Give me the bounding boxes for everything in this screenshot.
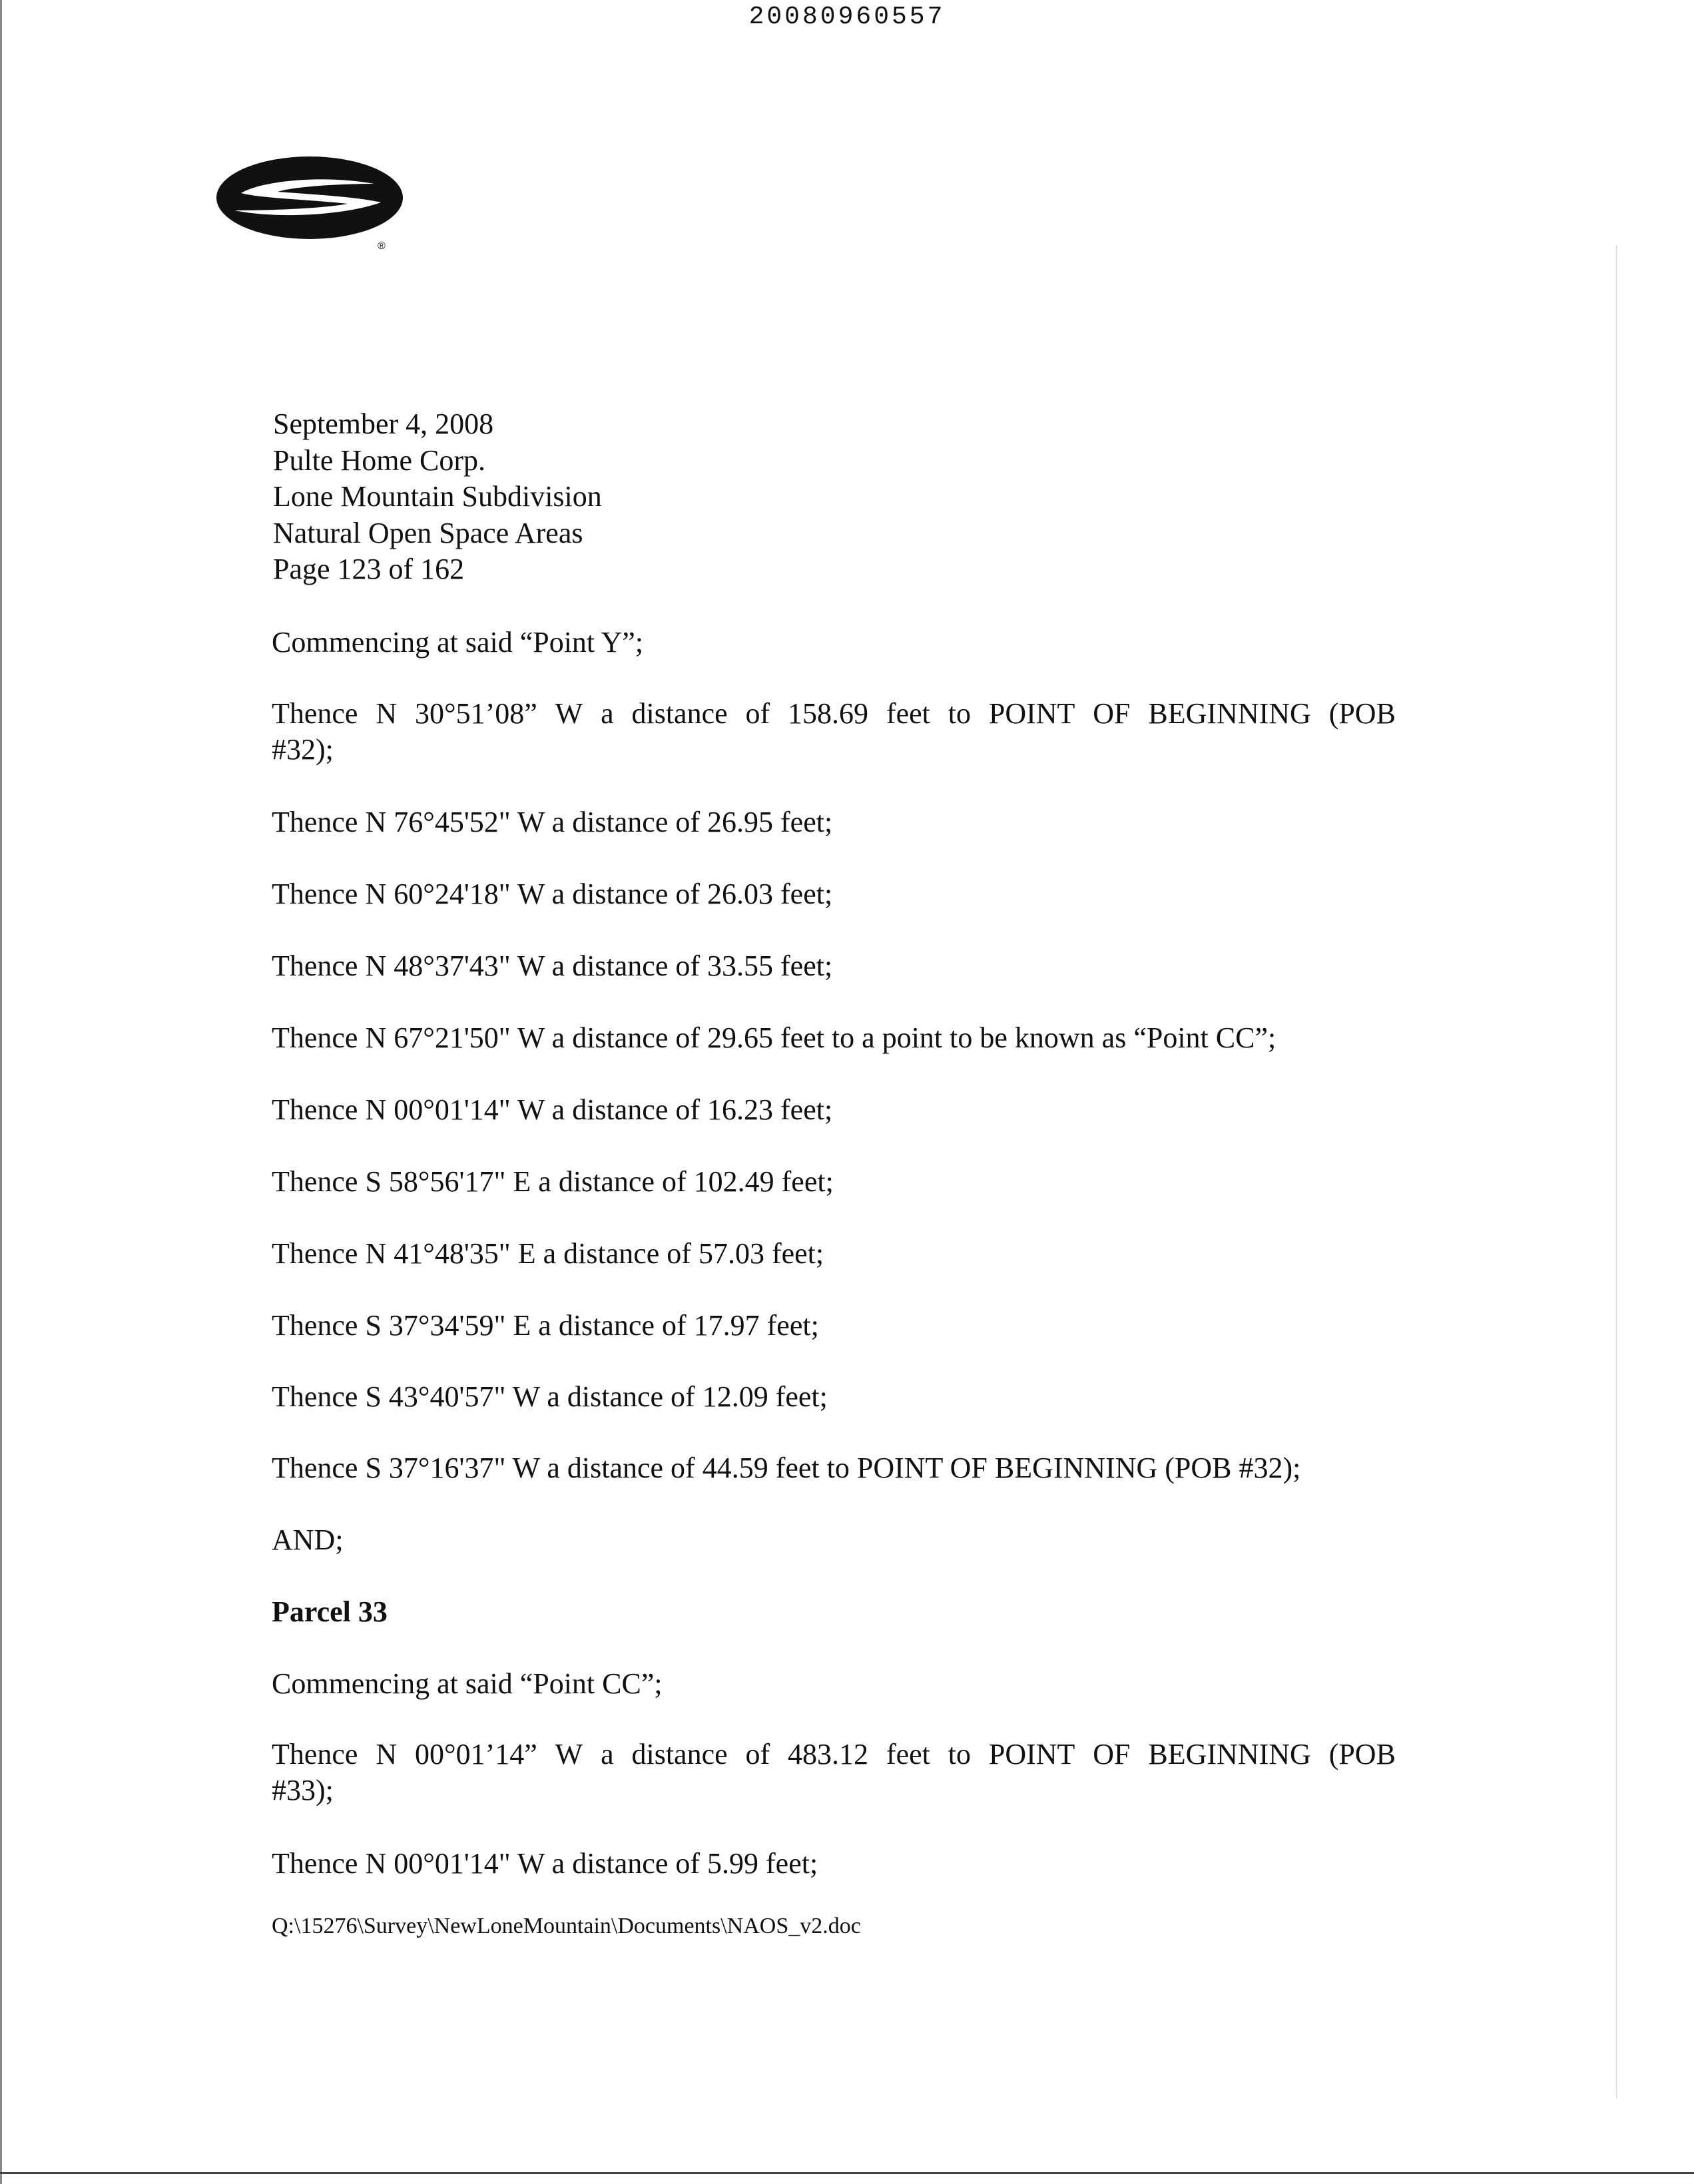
paragraph-course: Thence N 76°45'52" W a distance of 26.95 feet;	[272, 806, 833, 838]
word: of	[745, 697, 770, 730]
word: OF	[1093, 697, 1131, 730]
paragraph-commencing-cc: Commencing at said “Point CC”;	[272, 1667, 663, 1700]
word: 30°51’08”	[415, 697, 537, 730]
justified-line	[272, 696, 1396, 732]
word: of	[745, 1738, 770, 1771]
header-date: September 4, 2008	[273, 408, 494, 440]
word: POINT	[988, 1738, 1075, 1771]
document-number: 20080960557	[748, 3, 946, 31]
word: to	[948, 1738, 971, 1771]
header-project: Lone Mountain Subdivision	[273, 480, 602, 513]
word: POINT	[988, 697, 1075, 730]
letter-header	[273, 406, 1395, 588]
scan-bottom-edge	[0, 2172, 1694, 2174]
word: OF	[1093, 1738, 1131, 1771]
word: feet	[886, 1738, 930, 1771]
registered-mark: ®	[378, 240, 386, 252]
word: N	[376, 697, 398, 730]
word: distance	[631, 1738, 728, 1771]
justified-line	[272, 1737, 1396, 1773]
word: 483.12	[788, 1738, 869, 1771]
paragraph-and: AND;	[272, 1523, 344, 1556]
word: BEGINNING	[1148, 1738, 1311, 1771]
paragraph-pob33-start	[272, 1737, 1396, 1808]
word: a	[601, 697, 614, 730]
word: N	[376, 1738, 398, 1771]
scan-margin-artifact	[1616, 246, 1617, 2097]
parcel-heading: Parcel 33	[272, 1595, 388, 1628]
word: to	[948, 697, 971, 730]
paragraph-course: Thence S 37°34'59" E a distance of 17.97 feet;	[272, 1309, 819, 1342]
s-oval-logo-icon	[214, 154, 414, 254]
paragraph-course: Thence N 00°01'14" W a distance of 16.23 feet;	[272, 1093, 833, 1126]
paragraph-course: Thence S 43°40'57" W a distance of 12.09 feet;	[272, 1380, 828, 1413]
word: a	[601, 1738, 614, 1771]
footer-file-path: Q:\15276\Survey\NewLoneMountain\Documents\NAOS_v2.doc	[272, 1914, 861, 1938]
header-client: Pulte Home Corp.	[273, 443, 485, 477]
header-page: Page 123 of 162	[273, 553, 465, 585]
word: BEGINNING	[1148, 697, 1311, 730]
paragraph-course: Thence N 67°21'50" W a distance of 29.65 feet to a point to be known as “Point CC”;	[272, 1021, 1276, 1054]
word: distance	[631, 697, 728, 730]
paragraph-course: Thence N 60°24'18" W a distance of 26.03 feet;	[272, 878, 833, 910]
word: feet	[886, 697, 930, 730]
paragraph-course: Thence N 41°48'35" E a distance of 57.03 feet;	[272, 1237, 824, 1270]
word: (POB	[1328, 697, 1396, 730]
paragraph-pob32-start	[272, 696, 1396, 768]
paragraph-line: #33);	[272, 1774, 334, 1806]
paragraph-course: Thence N 00°01'14" W a distance of 5.99 feet;	[272, 1847, 818, 1880]
paragraph-line: #32);	[272, 733, 334, 766]
word: Thence	[272, 1738, 358, 1771]
paragraph-commencing-y: Commencing at said “Point Y”;	[272, 626, 644, 659]
word: Thence	[272, 697, 358, 730]
paragraph-course: Thence S 37°16'37" W a distance of 44.59 feet to POINT OF BEGINNING (POB #32);	[272, 1452, 1301, 1484]
paragraph-course: Thence N 48°37'43" W a distance of 33.55 feet;	[272, 950, 833, 982]
word: W	[555, 697, 583, 730]
word: 00°01’14”	[415, 1738, 537, 1771]
word: 158.69	[788, 697, 869, 730]
word: W	[555, 1738, 583, 1771]
paragraph-course: Thence S 58°56'17" E a distance of 102.49 feet;	[272, 1165, 834, 1198]
word: (POB	[1328, 1738, 1396, 1771]
scan-edge	[0, 0, 2, 2184]
header-subject: Natural Open Space Areas	[273, 516, 583, 549]
